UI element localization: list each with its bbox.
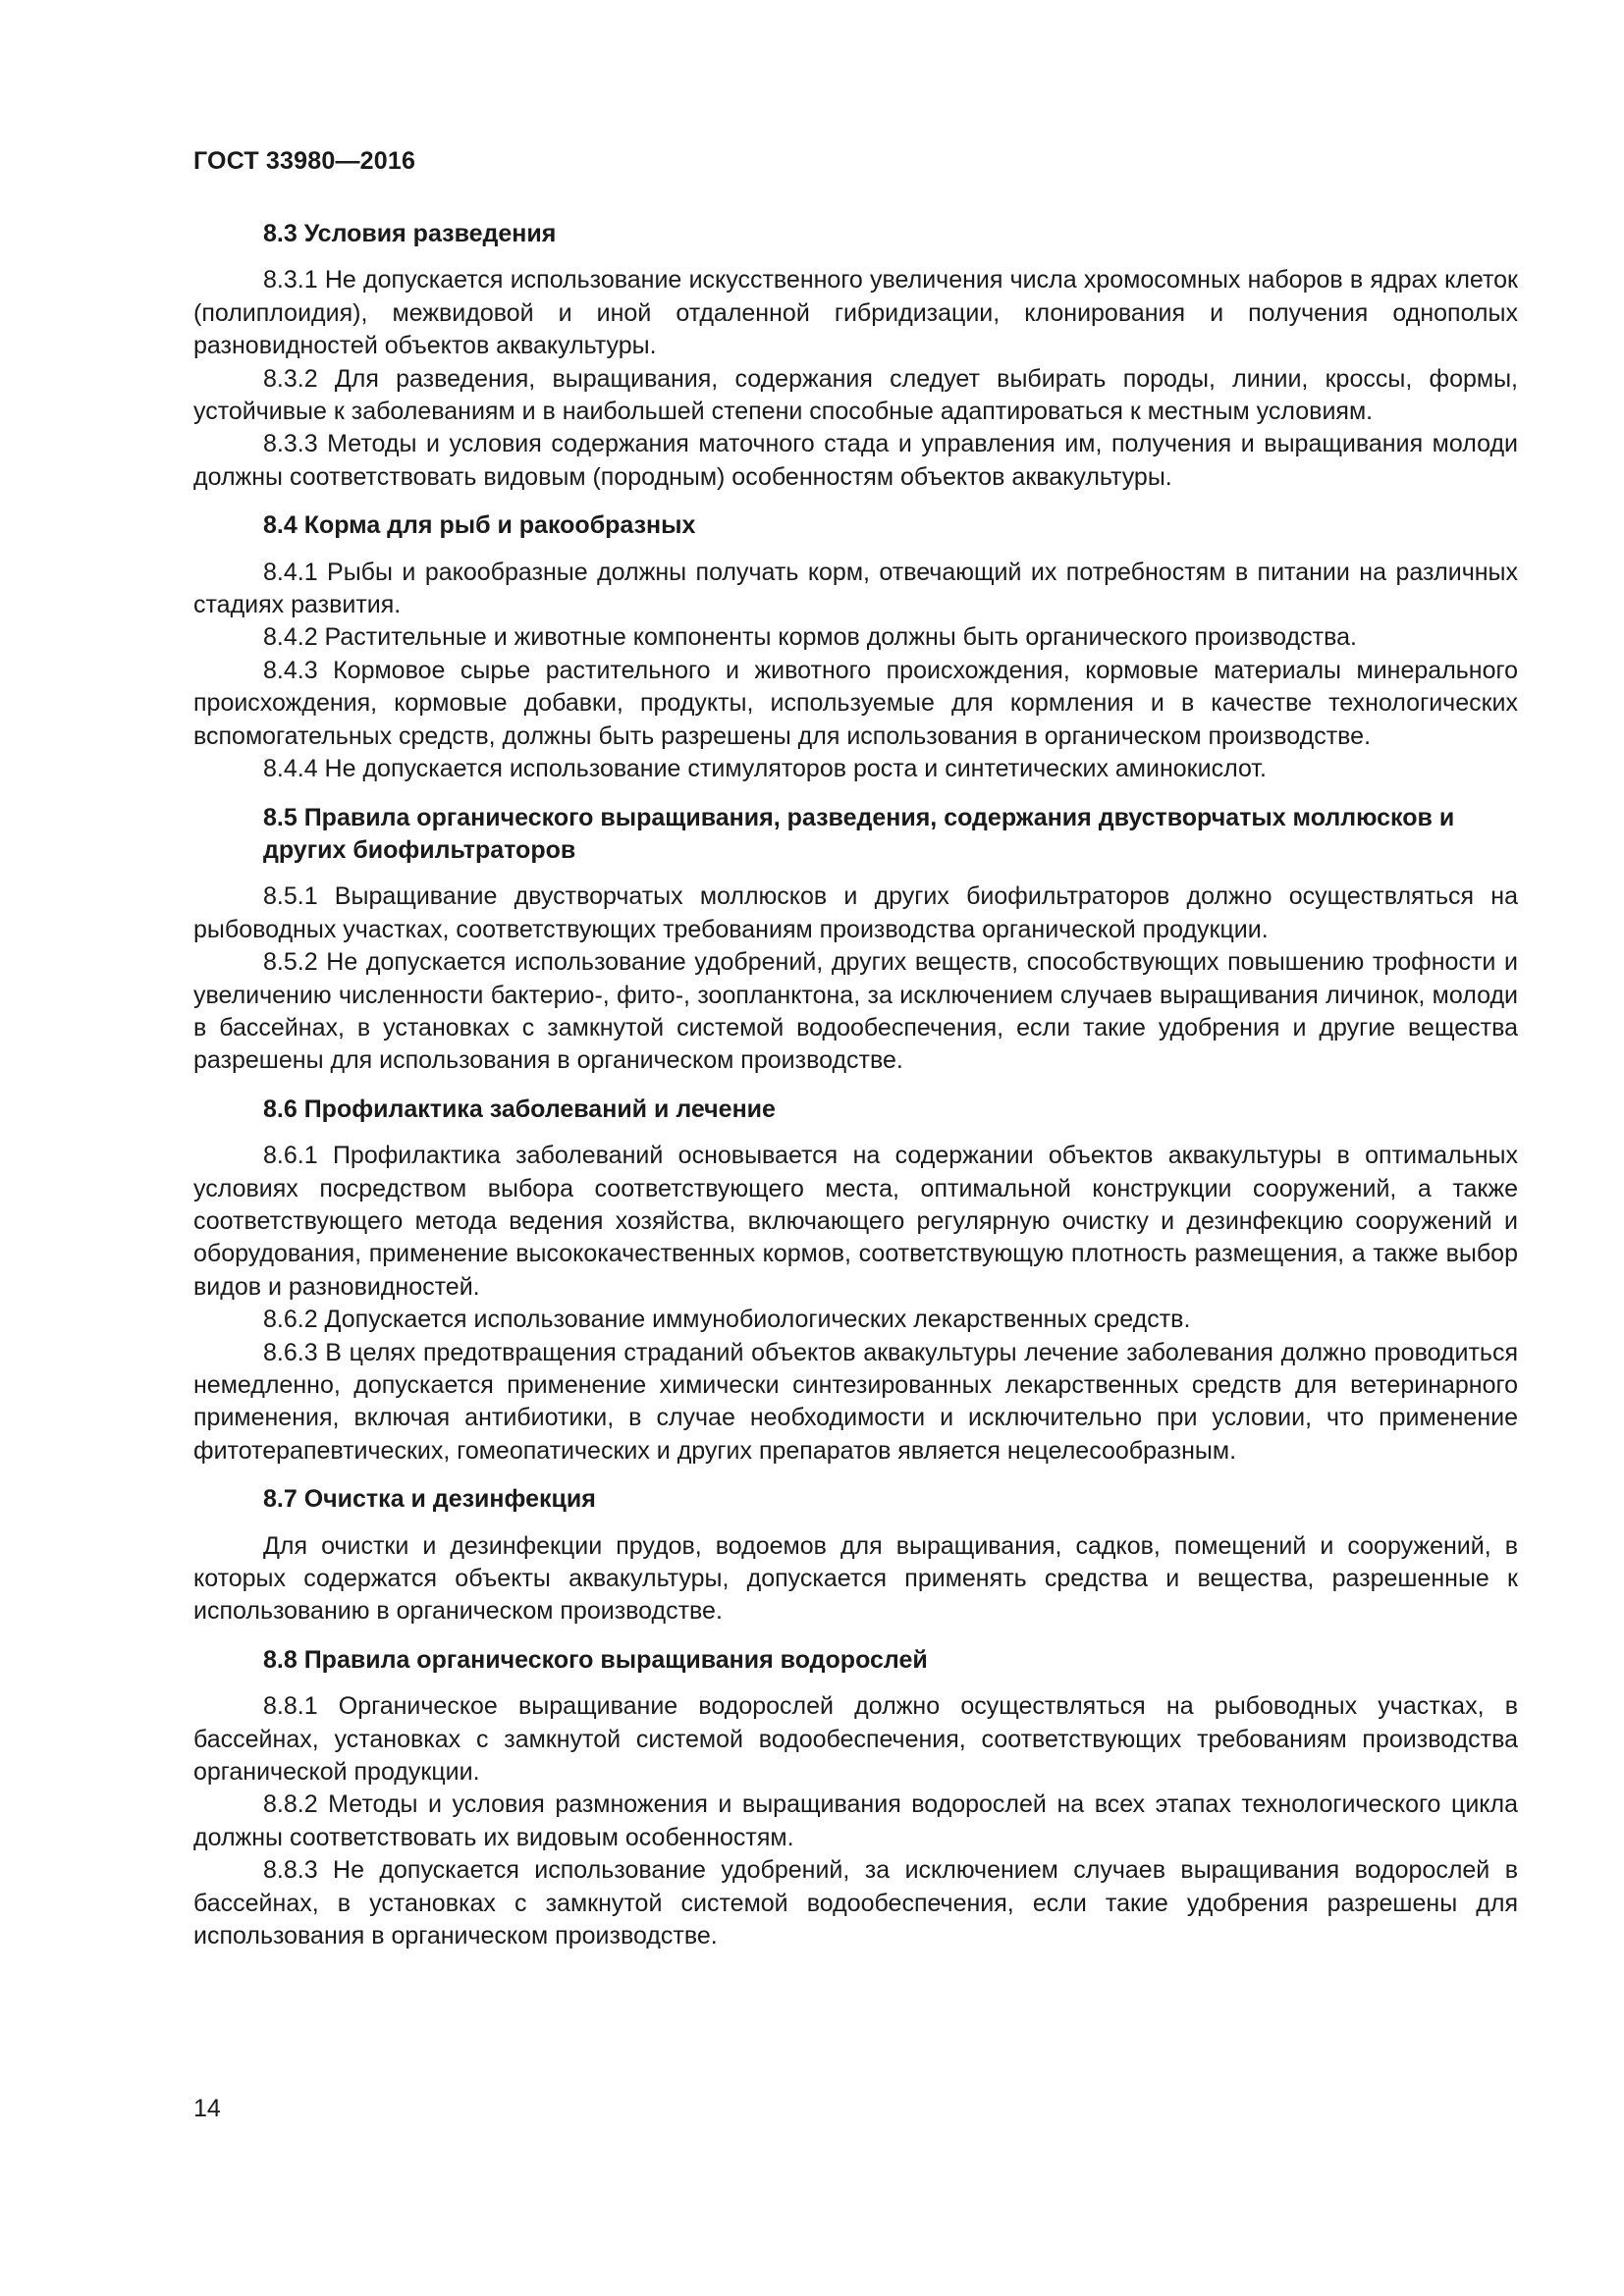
section-heading: 8.6 Профилактика заболеваний и лечение xyxy=(263,1095,776,1123)
paragraph: Для очистки и дезинфекции прудов, водоемов для выращивания, садков, помещений и сооружений, в которых содержатся объекты аквакультуры, допускается применять средства и вещества, разрешенные к использованию в органическом производстве. xyxy=(193,1531,1518,1626)
page-number: 14 xyxy=(193,2095,221,2122)
section-8-4 xyxy=(193,509,1518,785)
paragraph: 8.5.2 Не допускается использование удобрений, других веществ, способствующих повышению трофности и увеличению численности бактерио-, фито-, зоопланктона, за исключением случаев выращивания личинок, молоди в бассейнах, в установках с замкнутой системой водообеспечения, если такие удобрения и другие вещества разрешены для использования в органическом производстве. xyxy=(193,948,1518,1075)
paragraph: 8.8.2 Методы и условия размножения и выращивания водорослей на всех этапах технологического цикла должны соответствовать их видовым особенностям. xyxy=(193,1790,1518,1851)
paragraph: 8.3.2 Для разведения, выращивания, содержания следует выбирать породы, линии, кроссы, формы, устойчивые к заболеваниям и в наибольшей степени способные адаптироваться к местным условиям. xyxy=(193,364,1518,426)
document-body xyxy=(193,218,1518,1953)
section-paragraphs xyxy=(193,881,1518,1077)
paragraph: 8.8.3 Не допускается использование удобрений, за исключением случаев выращивания водорослей в бассейнах, в установках с замкнутой системой водообеспечения, если такие удобрения разрешены для использования в органическом производстве. xyxy=(193,1856,1518,1950)
paragraph: 8.4.4 Не допускается использование стимуляторов роста и синтетических аминокислот. xyxy=(263,755,1267,783)
paragraph: 8.6.1 Профилактика заболеваний основывается на содержании объектов аквакультуры в оптимальных условиях посредством выбора соответствующего места, оптимальной конструкции сооружений, а также соответствующего метода ведения хозяйства, включающего регулярную очистку и дезинфекцию сооружений и оборудования, применение высококачественных кормов, соответствующую плотность размещения, а также выбор видов и разновидностей. xyxy=(193,1142,1518,1301)
section-8-3 xyxy=(193,218,1518,494)
paragraph: 8.8.1 Органическое выращивание водорослей должно осуществляться на рыбоводных участках, в бассейнах, установках с замкнутой системой водообеспечения, соответствующих требованиям производства органической продукции. xyxy=(193,1692,1518,1787)
section-heading: 8.8 Правила органического выращивания водорослей xyxy=(263,1645,928,1674)
section-heading: 8.3 Условия разведения xyxy=(263,220,557,247)
section-paragraphs xyxy=(193,1140,1518,1468)
paragraph: 8.3.3 Методы и условия содержания маточного стада и управления им, получения и выращивания молоди должны соответствовать видовым (породным) особенностям объектов аквакультуры. xyxy=(193,430,1518,491)
paragraph: 8.4.1 Рыбы и ракообразные должны получать корм, отвечающий их потребностям в питании на различных стадиях развития. xyxy=(193,558,1518,619)
paragraph: 8.4.3 Кормовое сырье растительного и животного происхождения, кормовые материалы минерального происхождения, кормовые добавки, продукты, используемые для кормления и в качестве технологических вспомогательных средств, должны быть разрешены для использования в органическом производстве. xyxy=(193,656,1518,750)
section-paragraphs xyxy=(193,264,1518,494)
paragraph: 8.6.2 Допускается использование иммунобиологических лекарственных средств. xyxy=(263,1306,1191,1334)
section-8-8 xyxy=(193,1644,1518,1953)
paragraph: 8.5.1 Выращивание двустворчатых моллюсков и других биофильтраторов должно осуществляться на рыбоводных участках, соответствующих требованиям производства органической продукции. xyxy=(193,882,1518,943)
paragraph: 8.6.3 В целях предотвращения страданий объектов аквакультуры лечение заболевания должно проводиться немедленно, допускается применение химически синтезированных лекарственных средств для ветеринарного применения, включая антибиотики, в случае необходимости и исключительно при условии, что применение фитотерапевтических, гомеопатических и других препаратов является нецелесообразным. xyxy=(193,1338,1518,1465)
paragraph: 8.3.1 Не допускается использование искусственного увеличения числа хромосомных наборов в ядрах клеток (полиплоидия), межвидовой и иной отдаленной гибридизации, клонирования и получения однополых разновидностей объектов аквакультуры. xyxy=(193,266,1518,360)
section-heading: 8.4 Корма для рыб и ракообразных xyxy=(263,511,696,540)
section-paragraphs xyxy=(193,1690,1518,1952)
section-8-7 xyxy=(193,1483,1518,1629)
section-8-6 xyxy=(193,1094,1518,1468)
section-paragraphs xyxy=(193,557,1518,786)
paragraph: 8.4.2 Растительные и животные компоненты кормов должны быть органического производства. xyxy=(263,623,1357,652)
section-paragraphs xyxy=(193,1530,1518,1629)
section-heading: 8.5 Правила органического выращивания, разведения, содержания двустворчатых моллюсков и других биофильтраторов xyxy=(263,803,1455,864)
section-heading: 8.7 Очистка и дезинфекция xyxy=(263,1485,596,1514)
section-8-5 xyxy=(193,802,1518,1078)
standard-header: ГОСТ 33980—2016 xyxy=(193,147,416,175)
